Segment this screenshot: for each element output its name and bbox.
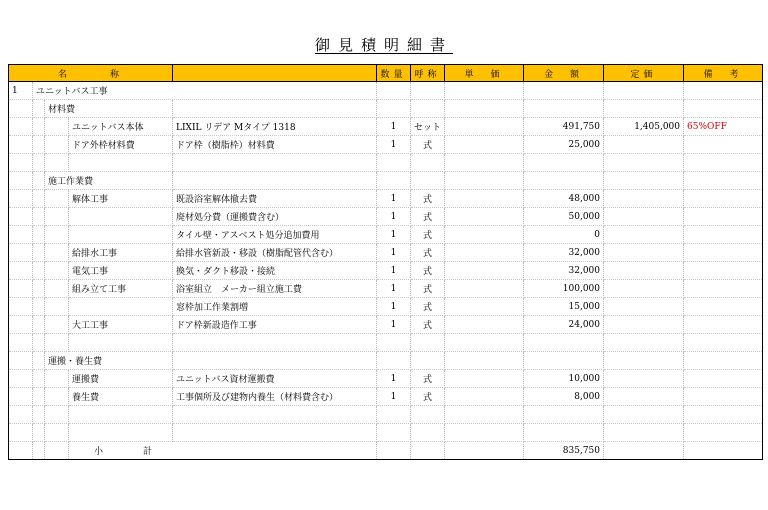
cell-price [445, 82, 524, 100]
cell-list: 1,405,000 [604, 118, 684, 136]
table-row [9, 406, 763, 424]
cell-note [684, 244, 763, 262]
table-row [9, 100, 763, 118]
cell-no [9, 154, 33, 172]
cell-l2: 材料費 [45, 100, 173, 118]
cell-l2 [45, 316, 69, 334]
cell-price [445, 352, 524, 370]
cell-l3: 大工工事 [69, 316, 173, 334]
cell-l1 [33, 388, 45, 406]
cell-list [604, 424, 684, 442]
cell-l1 [33, 244, 45, 262]
table-row [9, 244, 763, 262]
cell-list [604, 316, 684, 334]
cell-price [445, 262, 524, 280]
table-row [9, 154, 763, 172]
cell-list [604, 352, 684, 370]
estimate-table [8, 64, 763, 460]
cell-qty [377, 82, 411, 100]
cell-price [445, 406, 524, 424]
table-row [9, 172, 763, 190]
cell-unit: 式 [411, 244, 445, 262]
cell-qty [377, 352, 411, 370]
cell-qty: 1 [377, 262, 411, 280]
cell-price [445, 280, 524, 298]
cell-l3: 組み立て工事 [69, 280, 173, 298]
cell-list [604, 136, 684, 154]
cell-note [684, 370, 763, 388]
cell-no [9, 352, 33, 370]
cell-l1 [33, 190, 45, 208]
cell-unit: 式 [411, 298, 445, 316]
cell-price [445, 226, 524, 244]
cell-amount [524, 352, 604, 370]
cell-l2 [45, 406, 69, 424]
cell-price [445, 100, 524, 118]
cell-l1 [33, 370, 45, 388]
cell-price [445, 424, 524, 442]
table-row [9, 370, 763, 388]
cell-price [445, 154, 524, 172]
table-row [9, 118, 763, 136]
cell-l2 [45, 244, 69, 262]
cell-spec [173, 424, 377, 442]
cell-l1 [33, 280, 45, 298]
cell-note [684, 172, 763, 190]
subtotal-amount: 835,750 [524, 442, 604, 460]
cell-price [445, 208, 524, 226]
cell-list [604, 226, 684, 244]
cell-note [684, 136, 763, 154]
cell-list [604, 334, 684, 352]
cell-spec: タイル壁・アスベスト処分追加費用 [173, 226, 377, 244]
cell-note [684, 190, 763, 208]
cell-no [9, 190, 33, 208]
cell-spec [173, 352, 377, 370]
cell-l1 [33, 298, 45, 316]
header-note: 備 考 [684, 65, 763, 82]
cell-spec: LIXIL リデア Mタイプ 1318 [173, 118, 377, 136]
cell-amount: 0 [524, 226, 604, 244]
cell-qty: 1 [377, 280, 411, 298]
cell-l3 [69, 406, 173, 424]
cell-no [9, 244, 33, 262]
table-row [9, 424, 763, 442]
cell-list [604, 244, 684, 262]
header-spec [173, 65, 377, 82]
cell-l1 [33, 424, 45, 442]
cell-unit: 式 [411, 262, 445, 280]
cell-qty: 1 [377, 388, 411, 406]
cell-spec: ユニットバス資材運搬費 [173, 370, 377, 388]
cell-amount [524, 154, 604, 172]
table-row [9, 136, 763, 154]
header-unit: 呼称 [411, 65, 445, 82]
cell-l1 [33, 136, 45, 154]
cell-amount: 8,000 [524, 388, 604, 406]
cell-qty [377, 424, 411, 442]
cell-qty [377, 172, 411, 190]
cell-note [684, 100, 763, 118]
cell-l3: 運搬費 [69, 370, 173, 388]
cell-l2 [45, 370, 69, 388]
cell-unit: 式 [411, 208, 445, 226]
cell-no: 1 [9, 82, 33, 100]
cell-unit [411, 172, 445, 190]
cell-qty: 1 [377, 226, 411, 244]
cell-list [604, 208, 684, 226]
cell-qty: 1 [377, 136, 411, 154]
cell-amount: 15,000 [524, 298, 604, 316]
table-row [9, 298, 763, 316]
cell-list [604, 298, 684, 316]
cell-list [604, 190, 684, 208]
cell-qty: 1 [377, 208, 411, 226]
cell-qty [377, 406, 411, 424]
cell-unit: 式 [411, 388, 445, 406]
cell-l2 [45, 280, 69, 298]
cell-spec [173, 334, 377, 352]
table-row [9, 334, 763, 352]
cell-l3 [69, 226, 173, 244]
cell-l1 [33, 172, 45, 190]
cell-unit [411, 406, 445, 424]
cell-l1: ユニットバス工事 [33, 82, 377, 100]
cell-list [604, 406, 684, 424]
cell-note [684, 280, 763, 298]
cell-l3 [69, 208, 173, 226]
header-price: 単 価 [445, 65, 524, 82]
cell-l2 [45, 334, 69, 352]
cell-no [9, 172, 33, 190]
cell-note [684, 406, 763, 424]
cell-unit [411, 154, 445, 172]
cell-amount [524, 82, 604, 100]
cell-list [604, 388, 684, 406]
cell-l3: 給排水工事 [69, 244, 173, 262]
cell-no [9, 406, 33, 424]
cell-note [684, 82, 763, 100]
cell-l2 [45, 136, 69, 154]
cell-l1 [33, 118, 45, 136]
cell-unit [411, 352, 445, 370]
cell-l3 [69, 298, 173, 316]
cell-qty: 1 [377, 316, 411, 334]
cell-l3: 電気工事 [69, 262, 173, 280]
cell-list [604, 262, 684, 280]
cell-note [684, 208, 763, 226]
cell-amount [524, 406, 604, 424]
cell-note: 65%OFF [684, 118, 763, 136]
cell-spec: 工事個所及び建物内養生（材料費含む） [173, 388, 377, 406]
cell-l1 [33, 100, 45, 118]
cell-spec [173, 100, 377, 118]
cell-amount [524, 334, 604, 352]
cell-list [604, 154, 684, 172]
cell-spec: ドア枠（樹脂枠）材料費 [173, 136, 377, 154]
cell-l2 [45, 262, 69, 280]
cell-unit [411, 424, 445, 442]
cell-amount: 50,000 [524, 208, 604, 226]
cell-l2 [45, 388, 69, 406]
cell-qty: 1 [377, 244, 411, 262]
cell-no [9, 280, 33, 298]
cell-price [445, 298, 524, 316]
cell-unit: 式 [411, 316, 445, 334]
table-row [9, 208, 763, 226]
cell-amount: 32,000 [524, 244, 604, 262]
cell-amount [524, 424, 604, 442]
cell-amount: 100,000 [524, 280, 604, 298]
cell-l3: ドア外枠材料費 [69, 136, 173, 154]
cell-spec: 給排水管新設・移設（樹脂配管代含む） [173, 244, 377, 262]
cell-l1 [33, 226, 45, 244]
cell-spec [173, 172, 377, 190]
cell-no [9, 262, 33, 280]
cell-l1 [33, 262, 45, 280]
cell-amount: 32,000 [524, 262, 604, 280]
header-list-price: 定価 [604, 65, 684, 82]
cell-note [684, 154, 763, 172]
header-qty: 数量 [377, 65, 411, 82]
cell-unit: セット [411, 118, 445, 136]
cell-amount [524, 172, 604, 190]
cell-qty [377, 154, 411, 172]
cell-qty: 1 [377, 370, 411, 388]
cell-note [684, 226, 763, 244]
cell-unit [411, 82, 445, 100]
cell-no [9, 388, 33, 406]
cell-no [9, 100, 33, 118]
document-title: 御見積明細書 [314, 36, 453, 54]
cell-spec: 浴室組立 メーカー組立施工費 [173, 280, 377, 298]
cell-amount: 491,750 [524, 118, 604, 136]
cell-no [9, 370, 33, 388]
cell-note [684, 352, 763, 370]
cell-qty [377, 334, 411, 352]
cell-l1 [33, 352, 45, 370]
cell-l3: ユニットバス本体 [69, 118, 173, 136]
cell-list [604, 100, 684, 118]
table-row [9, 226, 763, 244]
cell-no [9, 298, 33, 316]
cell-l2 [45, 154, 69, 172]
table-row [9, 316, 763, 334]
cell-price [445, 370, 524, 388]
cell-price [445, 244, 524, 262]
cell-note [684, 334, 763, 352]
cell-l2: 施工作業費 [45, 172, 173, 190]
subtotal-row [9, 442, 763, 460]
cell-price [445, 118, 524, 136]
cell-l2 [45, 298, 69, 316]
cell-price [445, 388, 524, 406]
cell-qty [377, 100, 411, 118]
cell-l1 [33, 208, 45, 226]
cell-note [684, 424, 763, 442]
cell-note [684, 298, 763, 316]
table-row [9, 388, 763, 406]
cell-spec: 窓枠加工作業割増 [173, 298, 377, 316]
cell-note [684, 316, 763, 334]
cell-list [604, 172, 684, 190]
cell-unit: 式 [411, 226, 445, 244]
cell-list [604, 82, 684, 100]
cell-l1 [33, 316, 45, 334]
cell-price [445, 172, 524, 190]
cell-amount: 48,000 [524, 190, 604, 208]
cell-unit [411, 334, 445, 352]
cell-spec [173, 406, 377, 424]
cell-no [9, 208, 33, 226]
cell-no [9, 226, 33, 244]
table-row [9, 82, 763, 100]
cell-l1 [33, 406, 45, 424]
cell-spec [173, 154, 377, 172]
cell-spec: 既設浴室解体撤去費 [173, 190, 377, 208]
cell-l3 [69, 154, 173, 172]
cell-no [9, 118, 33, 136]
table-row [9, 280, 763, 298]
header-amount: 金 額 [524, 65, 604, 82]
header-name: 名 称 [9, 65, 173, 82]
cell-list [604, 280, 684, 298]
cell-no [9, 316, 33, 334]
cell-amount: 25,000 [524, 136, 604, 154]
cell-spec: ドア枠新設造作工事 [173, 316, 377, 334]
cell-spec: 換気・ダクト移設・接続 [173, 262, 377, 280]
cell-unit: 式 [411, 370, 445, 388]
estimate-rows [9, 82, 763, 442]
cell-l2 [45, 208, 69, 226]
cell-spec: 廃材処分費（運搬費含む） [173, 208, 377, 226]
cell-no [9, 334, 33, 352]
table-row [9, 190, 763, 208]
cell-amount: 10,000 [524, 370, 604, 388]
cell-l1 [33, 154, 45, 172]
table-row [9, 262, 763, 280]
cell-l2 [45, 226, 69, 244]
cell-l2 [45, 190, 69, 208]
cell-unit: 式 [411, 136, 445, 154]
cell-unit: 式 [411, 190, 445, 208]
cell-l3: 養生費 [69, 388, 173, 406]
cell-unit [411, 100, 445, 118]
cell-price [445, 334, 524, 352]
cell-note [684, 388, 763, 406]
cell-price [445, 190, 524, 208]
cell-unit: 式 [411, 280, 445, 298]
cell-l1 [33, 334, 45, 352]
cell-amount [524, 100, 604, 118]
cell-amount: 24,000 [524, 316, 604, 334]
table-row [9, 352, 763, 370]
cell-l3: 解体工事 [69, 190, 173, 208]
subtotal-label: 小計 [94, 447, 193, 457]
header-row [9, 65, 763, 82]
cell-no [9, 424, 33, 442]
cell-qty: 1 [377, 298, 411, 316]
cell-l2: 運搬・養生費 [45, 352, 173, 370]
cell-price [445, 316, 524, 334]
cell-l2 [45, 424, 69, 442]
cell-price [445, 136, 524, 154]
cell-qty: 1 [377, 118, 411, 136]
cell-note [684, 262, 763, 280]
cell-no [9, 136, 33, 154]
cell-list [604, 370, 684, 388]
cell-l2 [45, 118, 69, 136]
cell-l3 [69, 424, 173, 442]
cell-qty: 1 [377, 190, 411, 208]
cell-l3 [69, 334, 173, 352]
